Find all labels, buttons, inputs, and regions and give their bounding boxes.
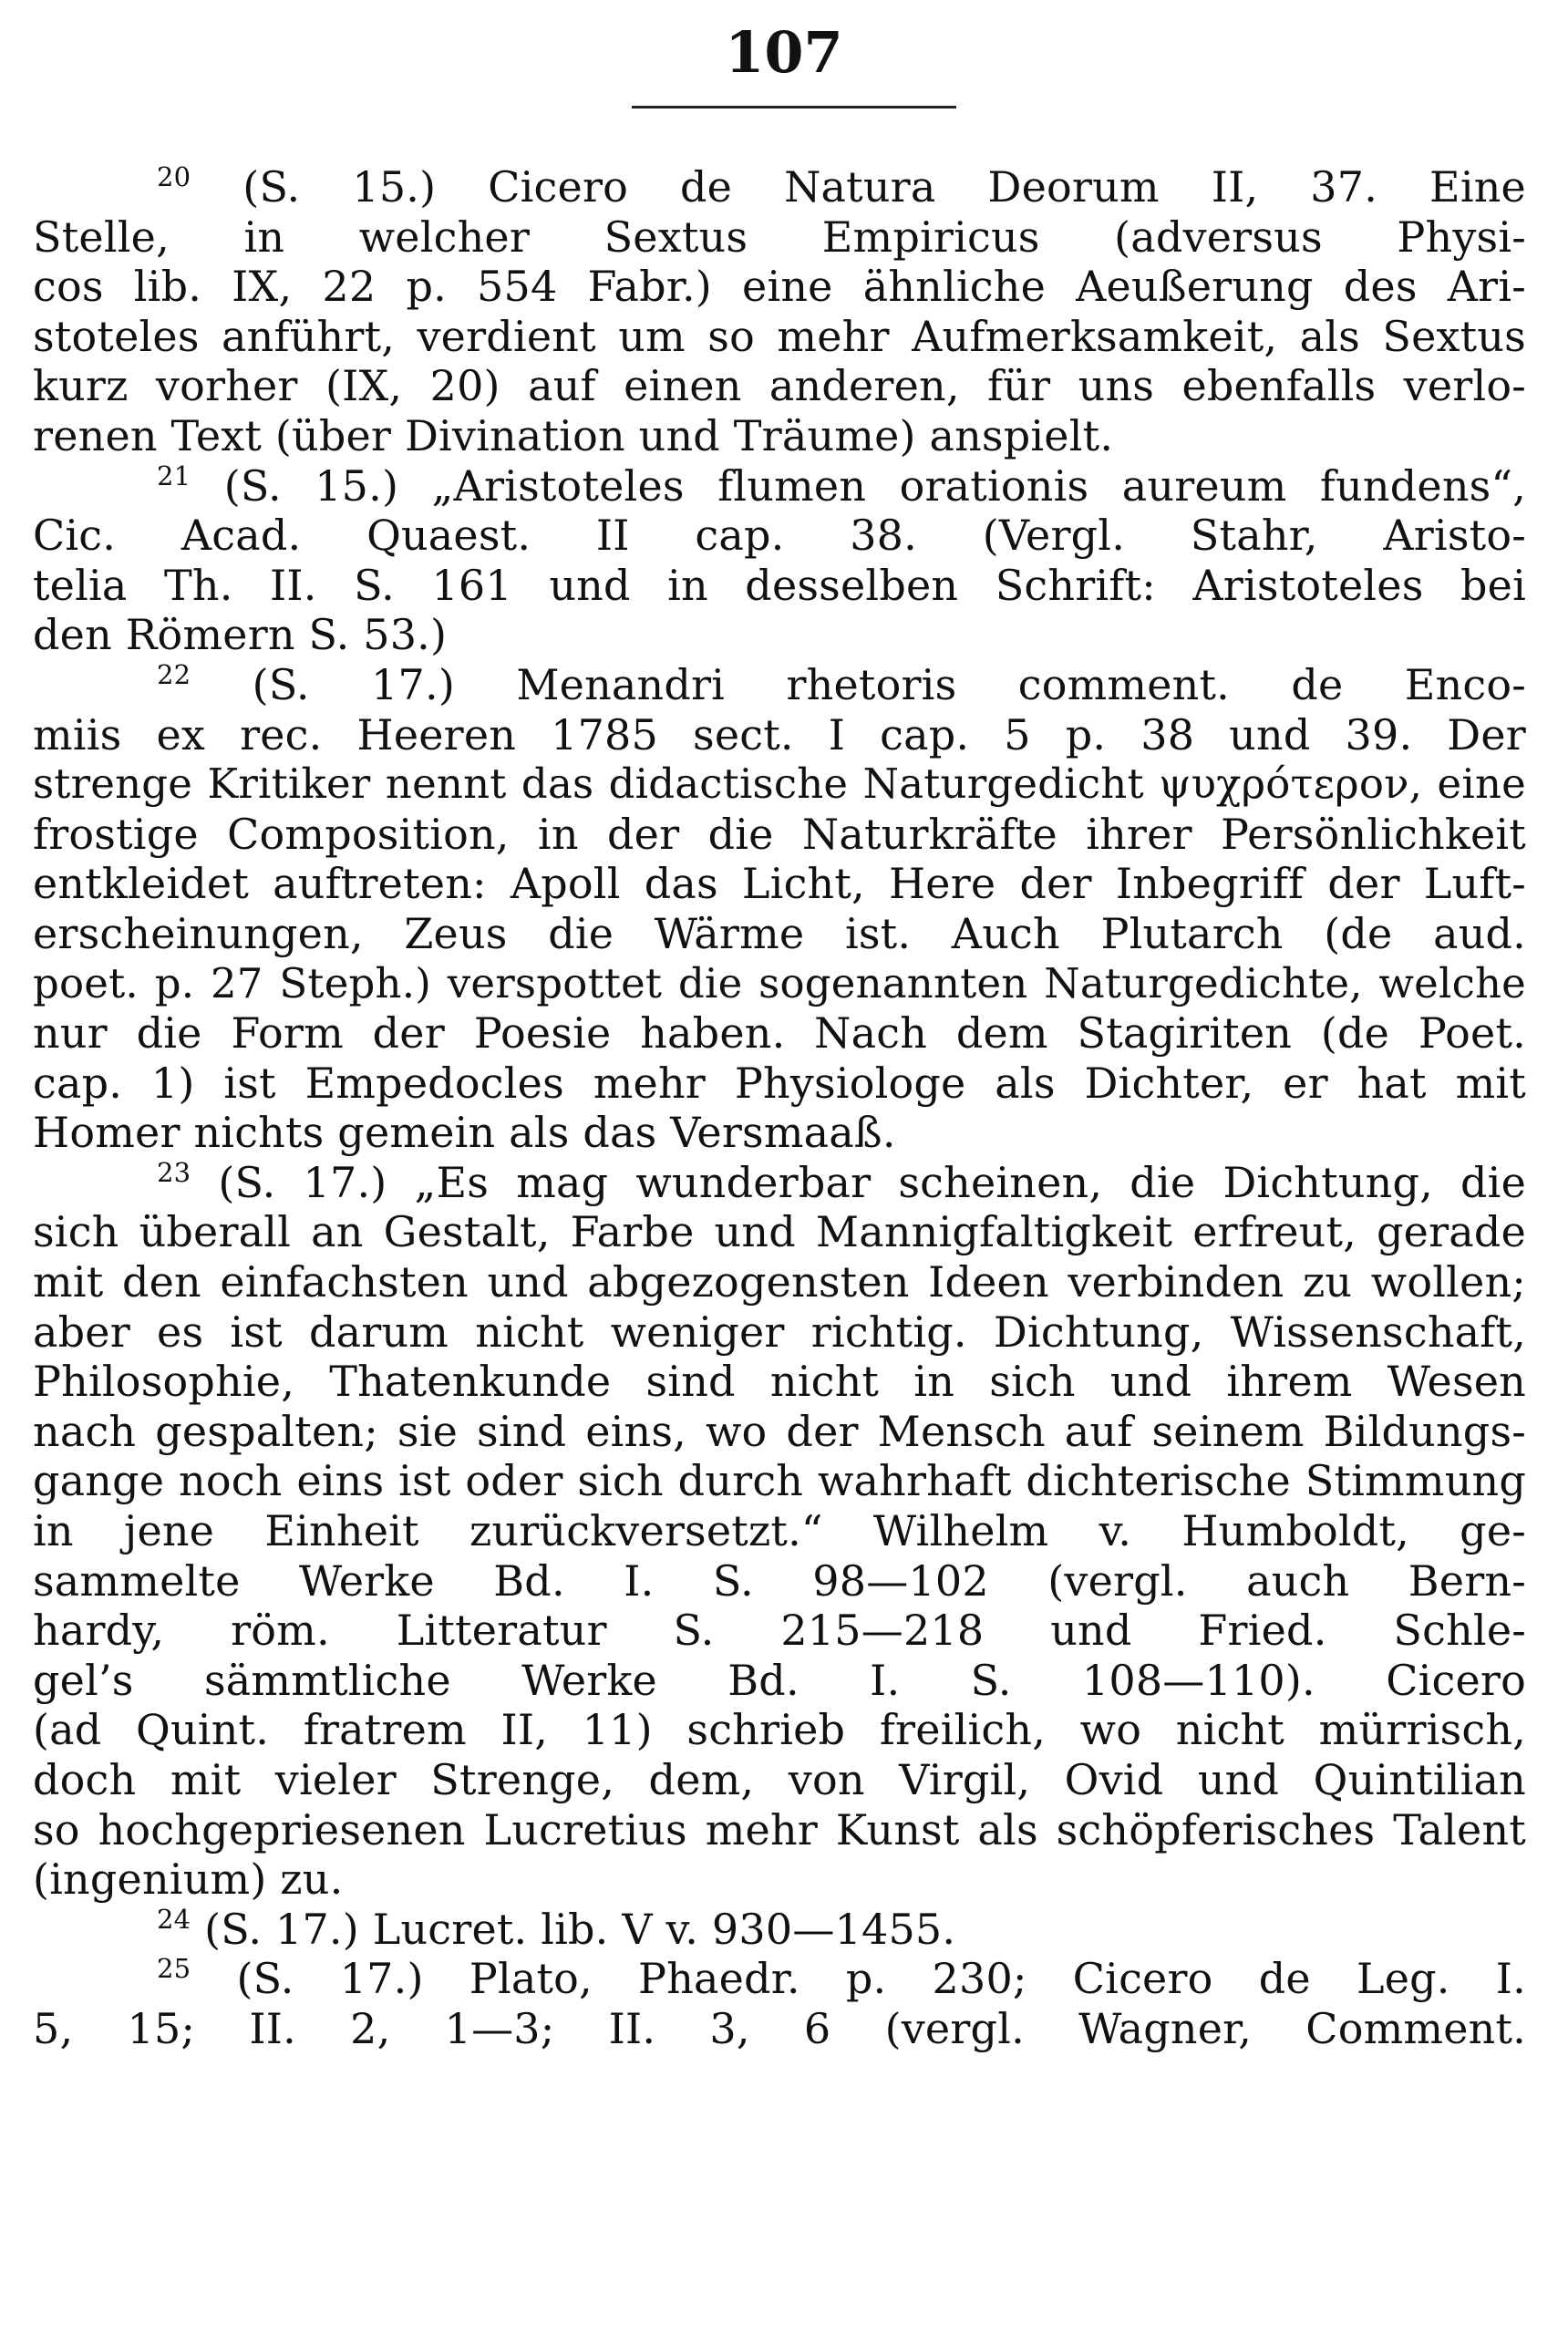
- line-text: nur die Form der Poesie haben. Nach dem Stagiriten (de Poet.: [33, 1008, 1526, 1059]
- text-line: [33, 1059, 1526, 1109]
- line-text: stoteles anführt, verdient um so mehr Aufmerksamkeit, als Sextus: [33, 311, 1526, 361]
- text-line: [33, 1257, 1526, 1307]
- line-text: nach gespalten; sie sind eins, wo der Mensch auf seinem Bildungs-: [33, 1406, 1526, 1456]
- line-text: miis ex rec. Heeren 1785 sect. I cap. 5 p. 38 und 39. Der: [33, 709, 1526, 759]
- footnote-number: 22: [157, 658, 191, 690]
- text-line: [33, 810, 1526, 860]
- text-line: [33, 1357, 1526, 1407]
- footnote-number: 21: [157, 460, 191, 491]
- footnote-number: 25: [157, 1953, 191, 1985]
- line-text: frostige Composition, in der die Naturkräfte ihrer Persönlichkeit: [33, 809, 1526, 859]
- line-text: Homer nichts gemein als das Versmaaß.: [33, 1108, 896, 1158]
- text-line: [33, 212, 1526, 263]
- line-text: (S. 17.) Plato, Phaedr. p. 230; Cicero de Leg. I.: [191, 1954, 1526, 2004]
- text-line: [33, 1456, 1526, 1506]
- line-text: Stelle, in welcher Sextus Empiricus (adversus Physi-: [33, 212, 1526, 262]
- line-text: cap. 1) ist Empedocles mehr Physiologe als Dichter, er hat mit: [33, 1058, 1526, 1108]
- text-line: [33, 710, 1526, 760]
- line-text: erscheinungen, Zeus die Wärme ist. Auch Plutarch (de aud.: [33, 908, 1526, 958]
- text-line: [33, 759, 1526, 810]
- text-line: [33, 660, 1526, 710]
- line-text: (S. 17.) Lucret. lib. V v. 930—1455.: [191, 1904, 956, 1954]
- text-line: [33, 262, 1526, 312]
- text-line: [33, 162, 1526, 212]
- text-line: [33, 561, 1526, 611]
- text-line: [33, 312, 1526, 362]
- text-line: [33, 1158, 1526, 1208]
- line-text: (ad Quint. fratrem II, 11) schrieb freilich, wo nicht mürrisch,: [33, 1705, 1526, 1755]
- line-text: (S. 17.) „Es mag wunderbar scheinen, die Dichtung, die: [191, 1157, 1526, 1207]
- line-text: hardy, röm. Litteratur S. 215—218 und Fried. Schle-: [33, 1606, 1526, 1656]
- text-line: [33, 1108, 1526, 1158]
- line-text: aber es ist darum nicht weniger richtig. Dichtung, Wissenschaft,: [33, 1307, 1526, 1357]
- text-line: [33, 1854, 1526, 1905]
- footnotes-block: [33, 162, 1526, 2054]
- line-text: telia Th. II. S. 161 und in desselben Schrift: Aristoteles bei: [33, 560, 1526, 610]
- text-line: [33, 361, 1526, 411]
- line-text: 5, 15; II. 2, 1—3; II. 3, 6 (vergl. Wagner, Comment.: [33, 2003, 1526, 2053]
- line-text: strenge Kritiker nennt das didactische Naturgedicht ψυχρότερον, eine: [33, 759, 1526, 809]
- text-line: [33, 1905, 1526, 1955]
- text-line: [33, 461, 1526, 511]
- line-text: doch mit vieler Strenge, dem, von Virgil, Ovid und Quintilian: [33, 1755, 1526, 1804]
- footnote-number: 20: [157, 161, 191, 192]
- text-line: [33, 1606, 1526, 1656]
- line-text: (ingenium) zu.: [33, 1854, 344, 1905]
- text-line: [33, 610, 1526, 660]
- text-line: [33, 1506, 1526, 1556]
- line-text: (S. 17.) Menandri rhetoris comment. de Enco-: [191, 659, 1526, 709]
- line-text: sammelte Werke Bd. I. S. 98—102 (vergl. auch Bern-: [33, 1555, 1526, 1606]
- line-text: cos lib. IX, 22 p. 554 Fabr.) eine ähnliche Aeußerung des Ari-: [33, 262, 1526, 312]
- text-line: [33, 1407, 1526, 1457]
- line-text: Philosophie, Thatenkunde sind nicht in sich und ihrem Wesen: [33, 1357, 1526, 1407]
- line-text: entkleidet auftreten: Apoll das Licht, Here der Inbegriff der Luft-: [33, 859, 1526, 909]
- line-text: (S. 15.) „Aristoteles flumen orationis aureum fundens“,: [191, 460, 1526, 511]
- line-text: (S. 15.) Cicero de Natura Deorum II, 37. Eine: [191, 162, 1526, 212]
- text-line: [33, 511, 1526, 561]
- line-text: kurz vorher (IX, 20) auf einen anderen, für uns ebenfalls verlo-: [33, 361, 1526, 411]
- line-text: poet. p. 27 Steph.) verspottet die sogenannten Naturgedichte, welche: [33, 958, 1526, 1007]
- text-line: [33, 959, 1526, 1009]
- header-rule: [632, 106, 956, 108]
- text-line: [33, 1556, 1526, 1606]
- line-text: so hochgepriesenen Lucretius mehr Kunst als schöpferisches Talent: [33, 1804, 1526, 1854]
- text-line: [33, 411, 1526, 461]
- text-line: [33, 2004, 1526, 2054]
- line-text: gel’s sämmtliche Werke Bd. I. S. 108—110). Cicero: [33, 1655, 1526, 1705]
- page-number: 107: [725, 19, 843, 86]
- line-text: sich überall an Gestalt, Farbe und Mannigfaltigkeit erfreut, gerade: [33, 1207, 1526, 1257]
- footnote-number: 24: [157, 1903, 191, 1935]
- text-line: [33, 1307, 1526, 1358]
- line-text: den Römern S. 53.): [33, 610, 448, 660]
- line-text: Cic. Acad. Quaest. II cap. 38. (Vergl. Stahr, Aristo-: [33, 511, 1526, 561]
- text-line: [33, 1656, 1526, 1706]
- line-text: renen Text (über Divination und Träume) anspielt.: [33, 410, 1114, 460]
- text-line: [33, 1008, 1526, 1059]
- text-line: [33, 1805, 1526, 1855]
- text-line: [33, 1954, 1526, 2004]
- line-text: gange noch eins ist oder sich durch wahrhaft dichterische Stimmung: [33, 1456, 1526, 1506]
- text-line: [33, 909, 1526, 959]
- text-line: [33, 1207, 1526, 1257]
- footnote-number: 23: [157, 1156, 191, 1188]
- text-line: [33, 1705, 1526, 1755]
- text-line: [33, 859, 1526, 909]
- line-text: mit den einfachsten und abgezogensten Ideen verbinden zu wollen;: [33, 1257, 1526, 1307]
- line-text: in jene Einheit zurückversetzt.“ Wilhelm v. Humboldt, ge-: [33, 1506, 1526, 1556]
- text-line: [33, 1755, 1526, 1805]
